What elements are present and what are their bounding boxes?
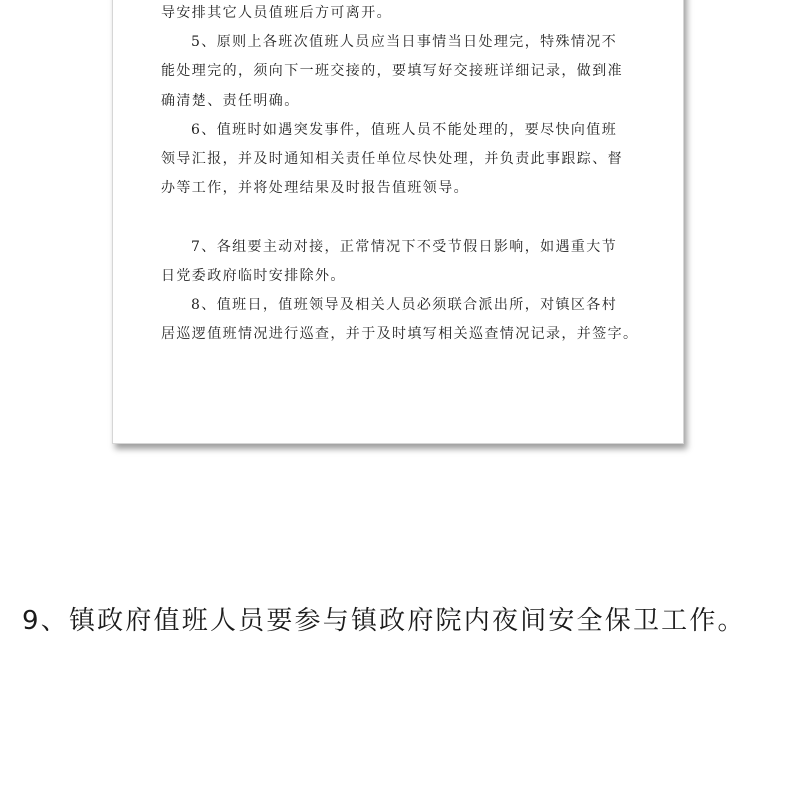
document-line: 5、原则上各班次值班人员应当日事情当日处理完，特殊情况不: [191, 34, 618, 50]
document-line: 日党委政府临时安排除外。: [161, 268, 346, 284]
document-line: 8、值班日，值班领导及相关人员必须联合派出所，对镇区各村: [191, 297, 618, 313]
document-line: 导安排其它人员值班后方可离开。: [161, 5, 392, 21]
document-page: [112, 0, 684, 444]
caption-text: 9、镇政府值班人员要参与镇政府院内夜间安全保卫工作。: [22, 606, 746, 636]
document-line: 确清楚、责任明确。: [161, 93, 300, 109]
document-line: 能处理完的，须向下一班交接的，要填写好交接班详细记录，做到准: [161, 63, 623, 79]
document-line: 7、各组要主动对接，正常情况下不受节假日影响，如遇重大节: [191, 239, 618, 255]
document-line: 办等工作，并将处理结果及时报告值班领导。: [161, 180, 469, 196]
document-line: 6、值班时如遇突发事件，值班人员不能处理的，要尽快向值班: [191, 122, 618, 138]
document-line: 领导汇报，并及时通知相关责任单位尽快处理，并负责此事跟踪、督: [161, 151, 623, 167]
document-line: 居巡逻值班情况进行巡查，并于及时填写相关巡查情况记录，并签字。: [161, 326, 639, 342]
